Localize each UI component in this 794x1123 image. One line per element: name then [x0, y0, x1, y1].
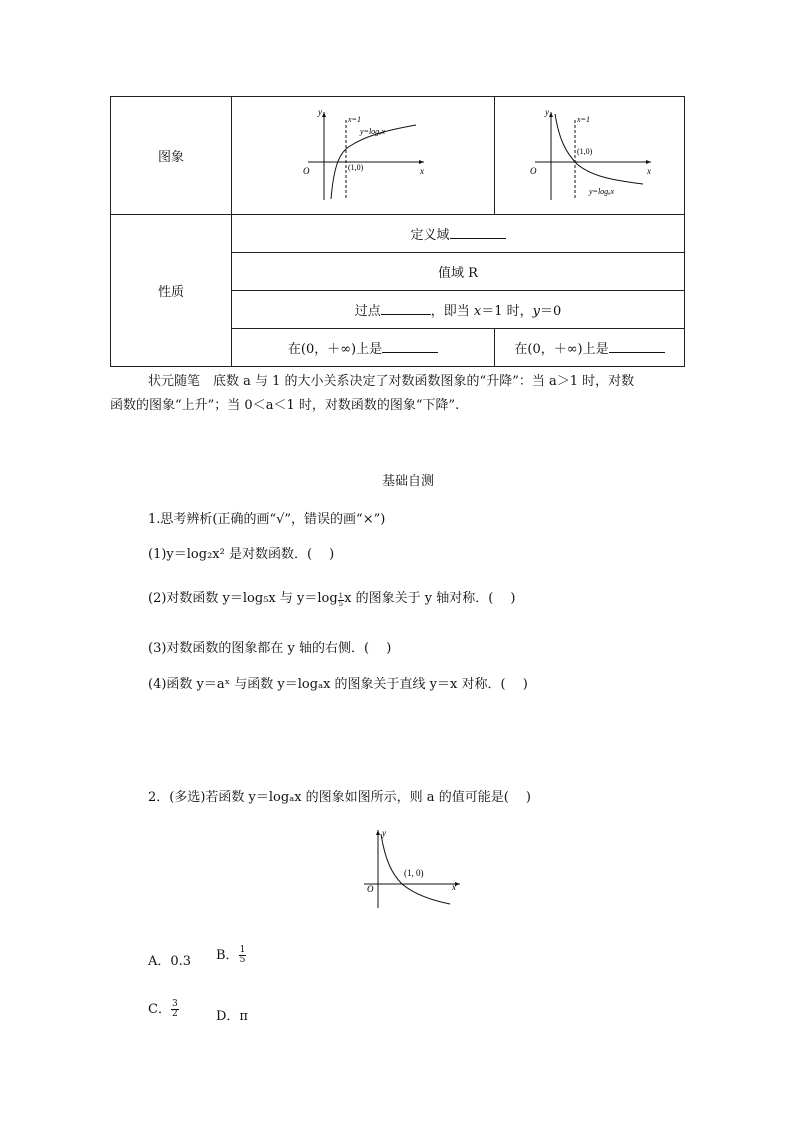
frac-num: 3	[171, 999, 178, 1009]
props-row-label: 性质	[111, 215, 232, 367]
note-line-2: 函数的图象“上升”；当 0＜a＜1 时，对数函数的图象“下降”.	[110, 398, 460, 413]
mono-left-cell	[232, 329, 495, 367]
mono-right-blank	[609, 351, 665, 353]
q2-stem: 2．(多选)若函数 y＝logₐx 的图象如图所示，则 a 的值可能是( )	[148, 790, 531, 805]
point-label: (1,0)	[348, 162, 364, 172]
pass-mid: ，即当	[430, 304, 474, 319]
pass-point-blank	[381, 313, 431, 315]
q1-item-2-tail: x 的图象关于 y 轴对称．( )	[344, 591, 516, 606]
option-b-frac	[239, 946, 247, 965]
q1-item-4: (4)函数 y＝aˣ 与函数 y＝logₐx 的图象关于直线 y＝x 对称．( )	[148, 677, 528, 692]
pass-point-cell	[232, 291, 685, 329]
q1-item-2	[148, 587, 515, 608]
range-text: 值域 R	[438, 266, 478, 281]
pass-eq1: ＝1 时，	[481, 304, 533, 319]
q1-stem: 1.思考辨析(正确的画“√”，错误的画“×”)	[148, 512, 386, 527]
domain-row	[111, 215, 685, 253]
q2-graph	[360, 826, 464, 912]
x-axis-label: x	[452, 882, 456, 892]
y-axis-label: y	[382, 828, 386, 838]
domain-text: 定义域	[410, 228, 450, 243]
option-d: D．π	[216, 1009, 248, 1024]
y-axis-label: y	[544, 106, 549, 117]
pass-y: y	[532, 304, 540, 319]
pass-eq2: ＝0	[539, 304, 562, 319]
option-b-prefix: B．	[216, 948, 239, 963]
origin-label: O	[529, 165, 536, 176]
graph-row-label: 图象	[111, 97, 232, 215]
mono-right-text: 在(0，＋∞)上是	[514, 342, 609, 357]
graph-increasing	[298, 104, 428, 204]
line-label: x=1	[348, 114, 361, 124]
range-cell	[232, 253, 685, 291]
option-c	[148, 998, 179, 1019]
option-a: A．0.3	[148, 954, 192, 969]
frac-num: 1	[239, 945, 246, 955]
frac-den: 2	[171, 1009, 178, 1019]
graph-decreasing	[525, 104, 655, 204]
y-axis-label: y	[318, 106, 322, 117]
mono-left-blank	[382, 351, 438, 353]
domain-blank	[450, 237, 506, 239]
mono-right-cell	[495, 329, 685, 367]
section-title: 基础自测	[382, 474, 435, 489]
q1-item-2-head: (2)对数函数 y＝log₅x 与 y＝log	[148, 591, 338, 606]
curve-label: y=logₐx	[360, 126, 386, 136]
option-b	[216, 944, 246, 965]
option-c-prefix: C．	[148, 1002, 171, 1017]
origin-label: O	[303, 165, 310, 176]
point-label: (1, 0)	[404, 868, 424, 878]
x-axis-label: x	[420, 165, 424, 176]
option-c-frac	[171, 1000, 179, 1019]
frac-den: 5	[338, 600, 344, 608]
graph-row	[111, 97, 685, 215]
mono-left-text: 在(0，＋∞)上是	[287, 342, 383, 357]
line-label: x=1	[576, 114, 590, 124]
pass-prefix: 过点	[354, 304, 381, 319]
x-axis-label: x	[646, 165, 651, 176]
q1-item-1: (1)y＝log₂x² 是对数函数．( )	[148, 547, 335, 562]
properties-table	[110, 96, 685, 367]
frac-den: 5	[239, 955, 246, 965]
graph-increasing-cell	[232, 97, 495, 215]
frac-num: 1	[338, 592, 344, 600]
q1-item-3: (3)对数函数的图象都在 y 轴的右侧．( )	[148, 641, 392, 656]
pass-x: x	[473, 304, 482, 319]
curve-label: y=logₐx	[588, 186, 614, 196]
graph-decreasing-cell	[495, 97, 685, 215]
domain-cell	[232, 215, 685, 253]
note-line-1: 状元随笔 底数 a 与 1 的大小关系决定了对数函数图象的“升降”：当 a＞1 时，对数	[148, 374, 635, 389]
point-label: (1,0)	[576, 146, 592, 156]
origin-label: O	[367, 884, 374, 894]
